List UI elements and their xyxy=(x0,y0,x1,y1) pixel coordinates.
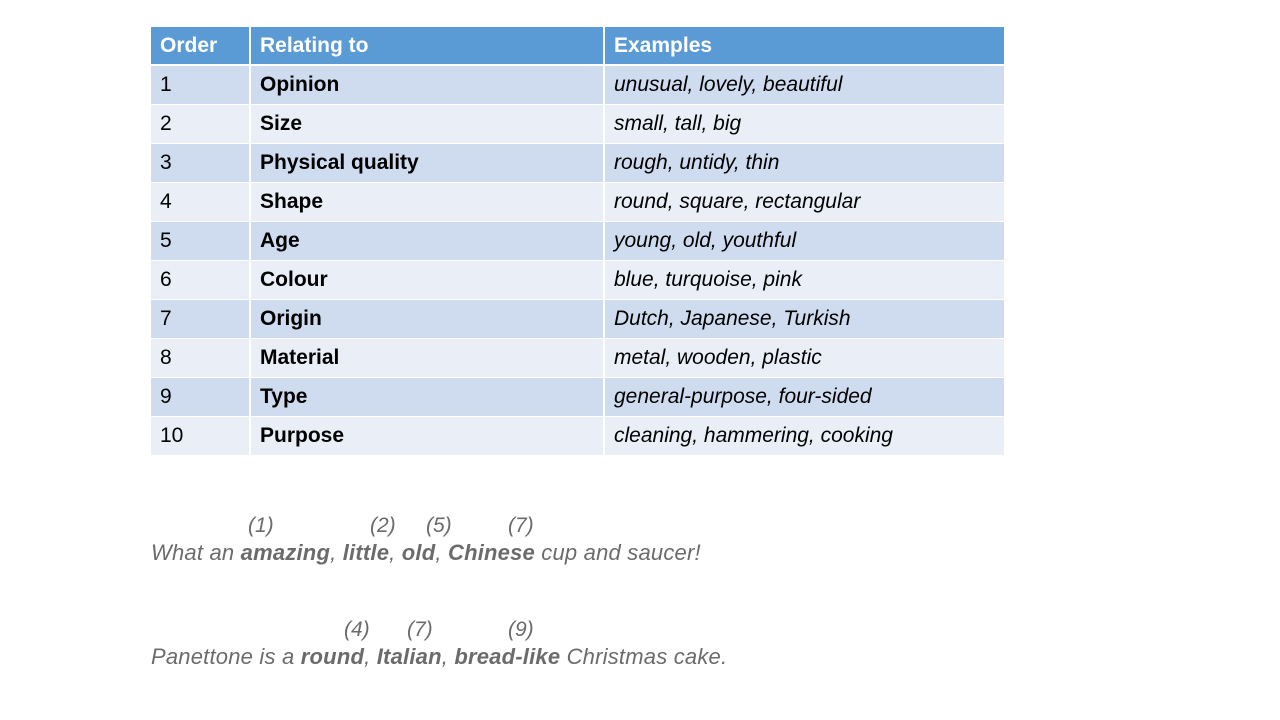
table-row xyxy=(151,144,1004,183)
adjective: old xyxy=(401,540,436,565)
separator: , xyxy=(441,644,455,669)
examples-cell: unusual, lovely, beautiful xyxy=(604,65,1004,105)
separator: , xyxy=(435,540,448,565)
examples-cell: metal, wooden, plastic xyxy=(604,339,1004,378)
separator: , xyxy=(330,540,343,565)
header-relating-to: Relating to xyxy=(250,27,604,65)
adjective: amazing xyxy=(240,540,331,565)
sentence-lead: What an xyxy=(151,540,241,565)
order-cell: 5 xyxy=(151,222,250,261)
order-marker: (5) xyxy=(426,514,452,537)
table-row xyxy=(151,300,1004,339)
example-sentence-1 xyxy=(151,514,701,566)
order-cell: 9 xyxy=(151,378,250,417)
examples-cell: young, old, youthful xyxy=(604,222,1004,261)
category-cell: Size xyxy=(250,105,604,144)
order-cell: 4 xyxy=(151,183,250,222)
order-marker: (1) xyxy=(248,514,274,537)
examples-cell: Dutch, Japanese, Turkish xyxy=(604,300,1004,339)
order-cell: 1 xyxy=(151,65,250,105)
sentence-text xyxy=(151,644,727,670)
adjective: round xyxy=(300,644,365,669)
examples-cell: blue, turquoise, pink xyxy=(604,261,1004,300)
examples-cell: small, tall, big xyxy=(604,105,1004,144)
category-cell: Age xyxy=(250,222,604,261)
sentence-tail: Christmas cake. xyxy=(560,644,728,669)
adjective: little xyxy=(342,540,390,565)
adjective: Chinese xyxy=(447,540,535,565)
table-row xyxy=(151,105,1004,144)
category-cell: Purpose xyxy=(250,417,604,456)
order-marker: (9) xyxy=(508,618,534,641)
category-cell: Type xyxy=(250,378,604,417)
order-markers xyxy=(151,618,727,644)
examples-cell: cleaning, hammering, cooking xyxy=(604,417,1004,456)
table-row xyxy=(151,378,1004,417)
header-examples: Examples xyxy=(604,27,1004,65)
order-marker: (7) xyxy=(508,514,534,537)
table-row xyxy=(151,183,1004,222)
category-cell: Opinion xyxy=(250,65,604,105)
adjective: Italian xyxy=(376,644,442,669)
example-sentence-2 xyxy=(151,618,727,670)
sentence-tail: cup and saucer! xyxy=(534,540,701,565)
examples-cell: general-purpose, four-sided xyxy=(604,378,1004,417)
sentence-text xyxy=(151,540,701,566)
order-cell: 8 xyxy=(151,339,250,378)
order-markers xyxy=(151,514,701,540)
order-cell: 6 xyxy=(151,261,250,300)
category-cell: Physical quality xyxy=(250,144,604,183)
order-cell: 7 xyxy=(151,300,250,339)
header-order: Order xyxy=(151,27,250,65)
examples-cell: rough, untidy, thin xyxy=(604,144,1004,183)
order-marker: (7) xyxy=(407,618,433,641)
order-marker: (4) xyxy=(344,618,370,641)
order-cell: 3 xyxy=(151,144,250,183)
category-cell: Colour xyxy=(250,261,604,300)
sentence-lead: Panettone is a xyxy=(151,644,301,669)
table-row xyxy=(151,339,1004,378)
category-cell: Shape xyxy=(250,183,604,222)
order-cell: 2 xyxy=(151,105,250,144)
category-cell: Origin xyxy=(250,300,604,339)
separator: , xyxy=(389,540,402,565)
order-cell: 10 xyxy=(151,417,250,456)
table-row xyxy=(151,222,1004,261)
separator: , xyxy=(364,644,377,669)
order-marker: (2) xyxy=(370,514,396,537)
examples-cell: round, square, rectangular xyxy=(604,183,1004,222)
table-header-row xyxy=(151,27,1004,65)
adjective-order-table xyxy=(151,27,1004,456)
category-cell: Material xyxy=(250,339,604,378)
table-row xyxy=(151,65,1004,105)
table-row xyxy=(151,261,1004,300)
table-row xyxy=(151,417,1004,456)
adjective: bread-like xyxy=(454,644,561,669)
